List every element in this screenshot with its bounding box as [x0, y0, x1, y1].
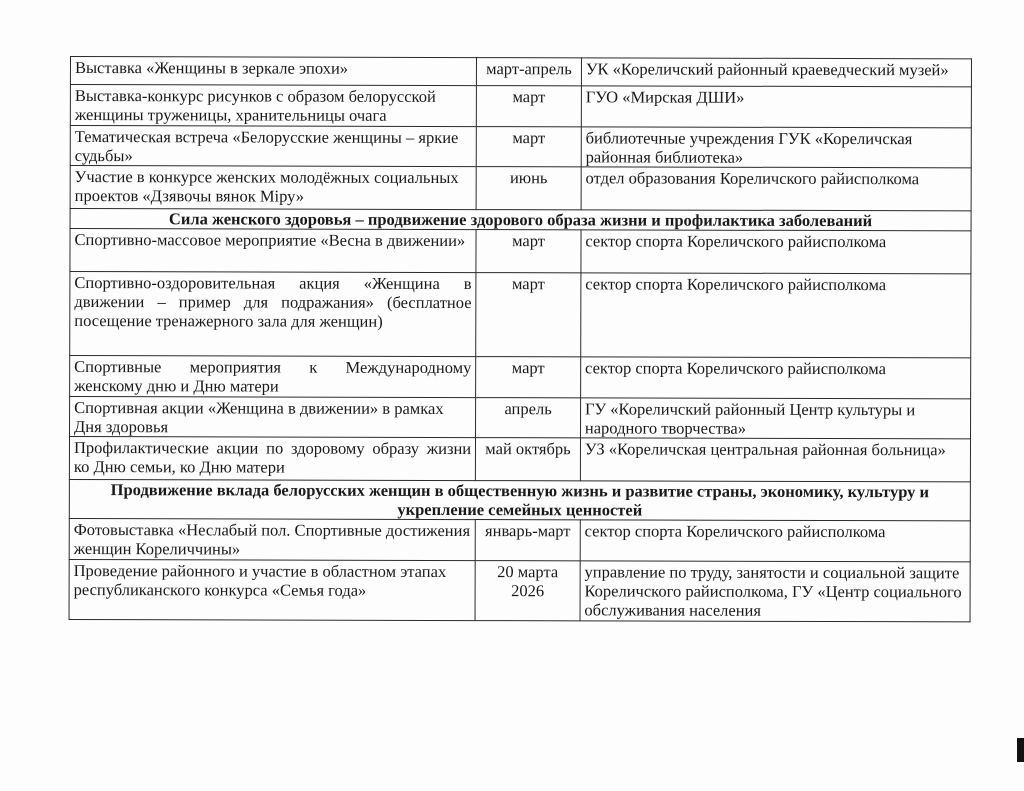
date-cell: май октябрь: [476, 438, 581, 481]
table-row: [69, 559, 970, 621]
date-cell: март: [476, 230, 581, 273]
table-row: [70, 126, 971, 168]
event-cell: Выставка-конкурс рисунков с образом белорусской женщины труженицы, хранительницы очага: [70, 85, 476, 127]
table-row: [70, 356, 971, 399]
event-cell: Выставка «Женщины в зеркале эпохи»: [70, 57, 476, 86]
responsible-cell: сектор спорта Кореличского райисполкома: [581, 273, 971, 358]
responsible-cell: УК «Кореличский районный краеведческий музей»: [581, 58, 971, 87]
responsible-cell: сектор спорта Кореличского райисполкома: [580, 520, 970, 562]
responsible-cell: ГУО «Мирская ДШИ»: [581, 86, 971, 128]
date-cell: 20 марта 2026: [475, 561, 580, 621]
responsible-cell: сектор спорта Кореличского райисполкома: [580, 357, 970, 399]
table-row: [70, 85, 971, 128]
section-heading-row: [70, 209, 971, 231]
table-row: [69, 437, 970, 482]
date-cell: апрель: [476, 398, 581, 438]
date-cell: март: [476, 273, 581, 357]
section-heading: Продвижение вклада белорусских женщин в общественную жизнь и развитие страны, экономику, культуру и укрепление семейных ценностей: [69, 479, 970, 520]
event-cell: Фотовыставка «Неслабый пол. Спортивные достижения женщин Кореличчины»: [69, 518, 475, 560]
date-cell: январь-март: [475, 520, 580, 561]
events-table: [69, 56, 972, 622]
table-row: [70, 229, 971, 274]
event-cell: Тематическая встреча «Белорусские женщины – яркие судьбы»: [70, 126, 476, 167]
date-cell: март: [476, 127, 581, 167]
section-heading-row: [69, 479, 970, 520]
table-row: [70, 272, 971, 358]
responsible-cell: ГУ «Кореличский районный Центр культуры и народного творчества»: [580, 398, 970, 439]
date-cell: март-апрель: [477, 58, 582, 86]
responsible-cell: библиотечные учреждения ГУК «Кореличская районная библиотека»: [581, 127, 971, 168]
section-heading: Сила женского здоровья – продвижение здорового образа жизни и профилактика заболеваний: [70, 209, 971, 231]
responsible-cell: сектор спорта Кореличского райисполкома: [581, 230, 971, 274]
responsible-cell: УЗ «Кореличская центральная районная больница»: [580, 438, 970, 482]
date-cell: март: [477, 86, 582, 127]
table-row: [70, 397, 971, 439]
event-cell: Участие в конкурсе женских молодёжных социальных проектов «Дзявочы вянок Міру»: [70, 166, 476, 210]
responsible-cell: управление по труду, занятости и социальной защите Кореличского райисполкома, ГУ «Центр социального обслуживания населения: [580, 561, 970, 622]
table-row: [70, 57, 971, 87]
table-row: [69, 518, 970, 561]
responsible-cell: отдел образования Кореличского райисполкома: [581, 167, 971, 211]
event-cell: Проведение районного и участие в областном этапах республиканского конкурса «Семья года»: [69, 559, 475, 620]
scan-edge-mark: [1017, 738, 1024, 762]
event-cell: Спортивная акции «Женщина в движении» в рамках Дня здоровья: [70, 397, 476, 438]
date-cell: июнь: [476, 167, 581, 210]
event-cell: Спортивные мероприятия к Международному женскому дню и Дню матери: [70, 356, 476, 398]
event-cell: Спортивно-оздоровительная акция «Женщина в движении – пример для подражания» (бесплатное посещение тренажерного зала для женщин): [70, 272, 476, 357]
event-cell: Профилактические акции по здоровому образу жизни ко Дню семьи, ко Дню матери: [69, 437, 475, 481]
date-cell: март: [476, 357, 581, 398]
table-row: [70, 166, 971, 211]
event-cell: Спортивно-массовое мероприятие «Весна в движении»: [70, 229, 476, 273]
